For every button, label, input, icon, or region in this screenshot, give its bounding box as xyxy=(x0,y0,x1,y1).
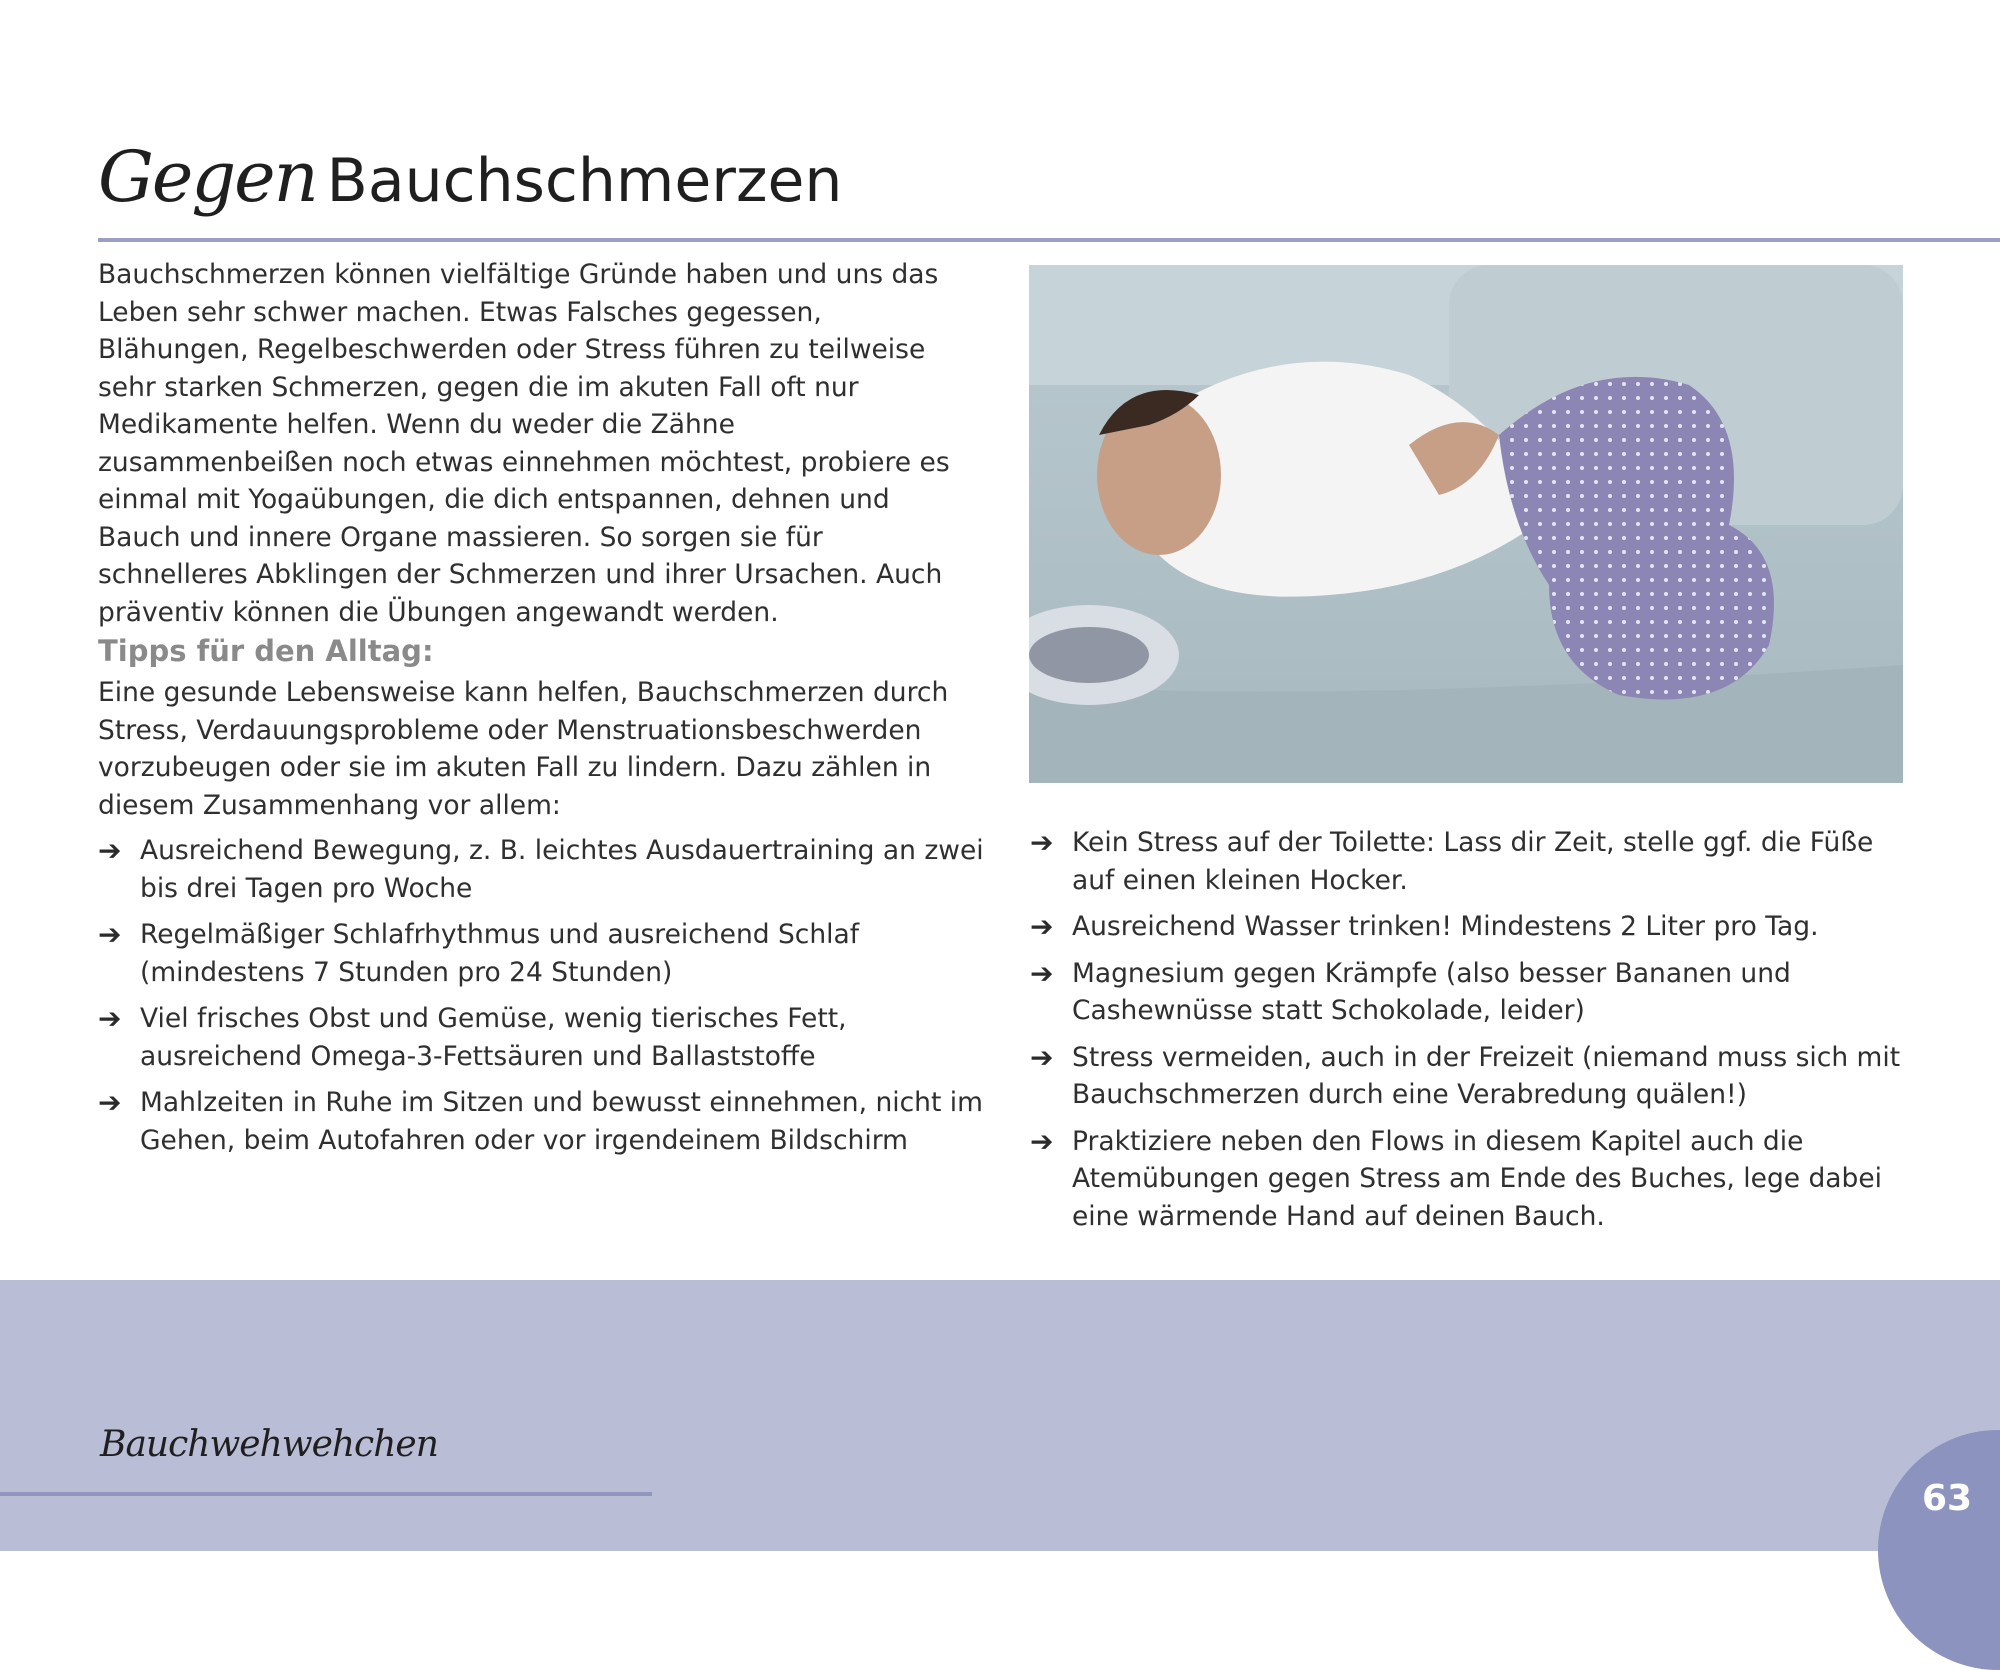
tips-heading: Tipps für den Alltag: xyxy=(98,634,434,668)
list-item xyxy=(98,1084,988,1159)
title-main-word: Bauchschmerzen xyxy=(326,146,843,216)
tips-intro-paragraph: Eine gesunde Lebensweise kann helfen, Bauchschmerzen durch Stress, Verdauungsprobleme oder Menstruationsbeschwerden vorzubeugen oder sie im akuten Fall zu lindern. Dazu zählen in diesem Zusammenhang vor allem: xyxy=(98,677,949,821)
arrow-right-icon: ➔ xyxy=(1030,826,1054,859)
title-divider xyxy=(98,238,2000,242)
tips-intro-column xyxy=(98,674,988,824)
list-item xyxy=(98,1000,988,1075)
arrow-right-icon: ➔ xyxy=(98,1086,122,1119)
footer-band xyxy=(0,1280,2000,1551)
list-item xyxy=(1030,824,1910,899)
arrow-right-icon: ➔ xyxy=(98,1002,122,1035)
page-number: 63 xyxy=(1922,1478,1973,1519)
list-item xyxy=(1030,908,1910,946)
list-item xyxy=(1030,1123,1910,1236)
list-item-text: Praktiziere neben den Flows in diesem Kapitel auch die Atemübungen gegen Stress am Ende des Buches, lege dabei eine wärmende Hand auf deinen Bauch. xyxy=(1072,1125,1883,1232)
arrow-right-icon: ➔ xyxy=(1030,956,1054,990)
list-item xyxy=(1030,1039,1910,1114)
list-item-text: Stress vermeiden, auch in der Freizeit (niemand muss sich mit Bauchschmerzen durch eine Verabredung quälen!) xyxy=(1072,1041,1901,1110)
arrow-right-icon: ➔ xyxy=(1030,1124,1054,1158)
list-item-text: Mahlzeiten in Ruhe im Sitzen und bewusst einnehmen, nicht im Gehen, beim Autofahren oder vor irgendeinem Bildschirm xyxy=(140,1087,983,1156)
intro-column xyxy=(98,256,978,631)
tips-list-left xyxy=(98,832,988,1168)
photo-illustration xyxy=(1029,265,1903,783)
arrow-right-icon: ➔ xyxy=(98,834,122,867)
list-item-text: Regelmäßiger Schlafrhythmus und ausreichend Schlaf (mindestens 7 Stunden pro 24 Stunden) xyxy=(140,919,860,988)
list-item-text: Ausreichend Wasser trinken! Mindestens 2 Liter pro Tag. xyxy=(1072,911,1819,942)
woman-with-stomach-ache-photo xyxy=(1029,265,1903,783)
list-item xyxy=(1030,955,1910,1030)
chapter-name: Bauchwehwehchen xyxy=(100,1424,438,1465)
list-item-text: Ausreichend Bewegung, z. B. leichtes Ausdauertraining an zwei bis drei Tagen pro Woche xyxy=(140,835,984,904)
list-item-text: Kein Stress auf der Toilette: Lass dir Zeit, stelle ggf. die Füße auf einen kleinen Hocker. xyxy=(1072,827,1874,896)
page-title xyxy=(98,136,842,232)
arrow-right-icon: ➔ xyxy=(1030,1040,1054,1074)
footer-divider xyxy=(0,1492,652,1496)
list-item-text: Magnesium gegen Krämpfe (also besser Bananen und Cashewnüsse statt Schokolade, leider) xyxy=(1072,957,1791,1026)
list-item xyxy=(98,916,988,991)
title-script-word: Gegen xyxy=(98,136,317,218)
intro-paragraph: Bauchschmerzen können vielfältige Gründe haben und uns das Leben sehr schwer machen. Etwas Falsches gegessen, Blähungen, Regelbeschwerden oder Stress führen zu teilweise sehr starken Schmerzen, gegen die im akuten Fall oft nur Medikamente helfen. Wenn du weder die Zähne zusammenbeißen noch etwas einnehmen möchtest, probiere es einmal mit Yogaübungen, die dich entspannen, dehnen und Bauch und innere Organe massieren. So sorgen sie für schnelleres Abklingen der Schmerzen und ihrer Ursachen. Auch präventiv können die Übungen angewandt werden. xyxy=(98,259,950,628)
arrow-right-icon: ➔ xyxy=(98,918,122,951)
tips-list-right xyxy=(1030,824,1910,1244)
arrow-right-icon: ➔ xyxy=(1030,910,1054,943)
list-item xyxy=(98,832,988,907)
list-item-text: Viel frisches Obst und Gemüse, wenig tierisches Fett, ausreichend Omega-3-Fettsäuren und Ballaststoffe xyxy=(140,1003,847,1072)
